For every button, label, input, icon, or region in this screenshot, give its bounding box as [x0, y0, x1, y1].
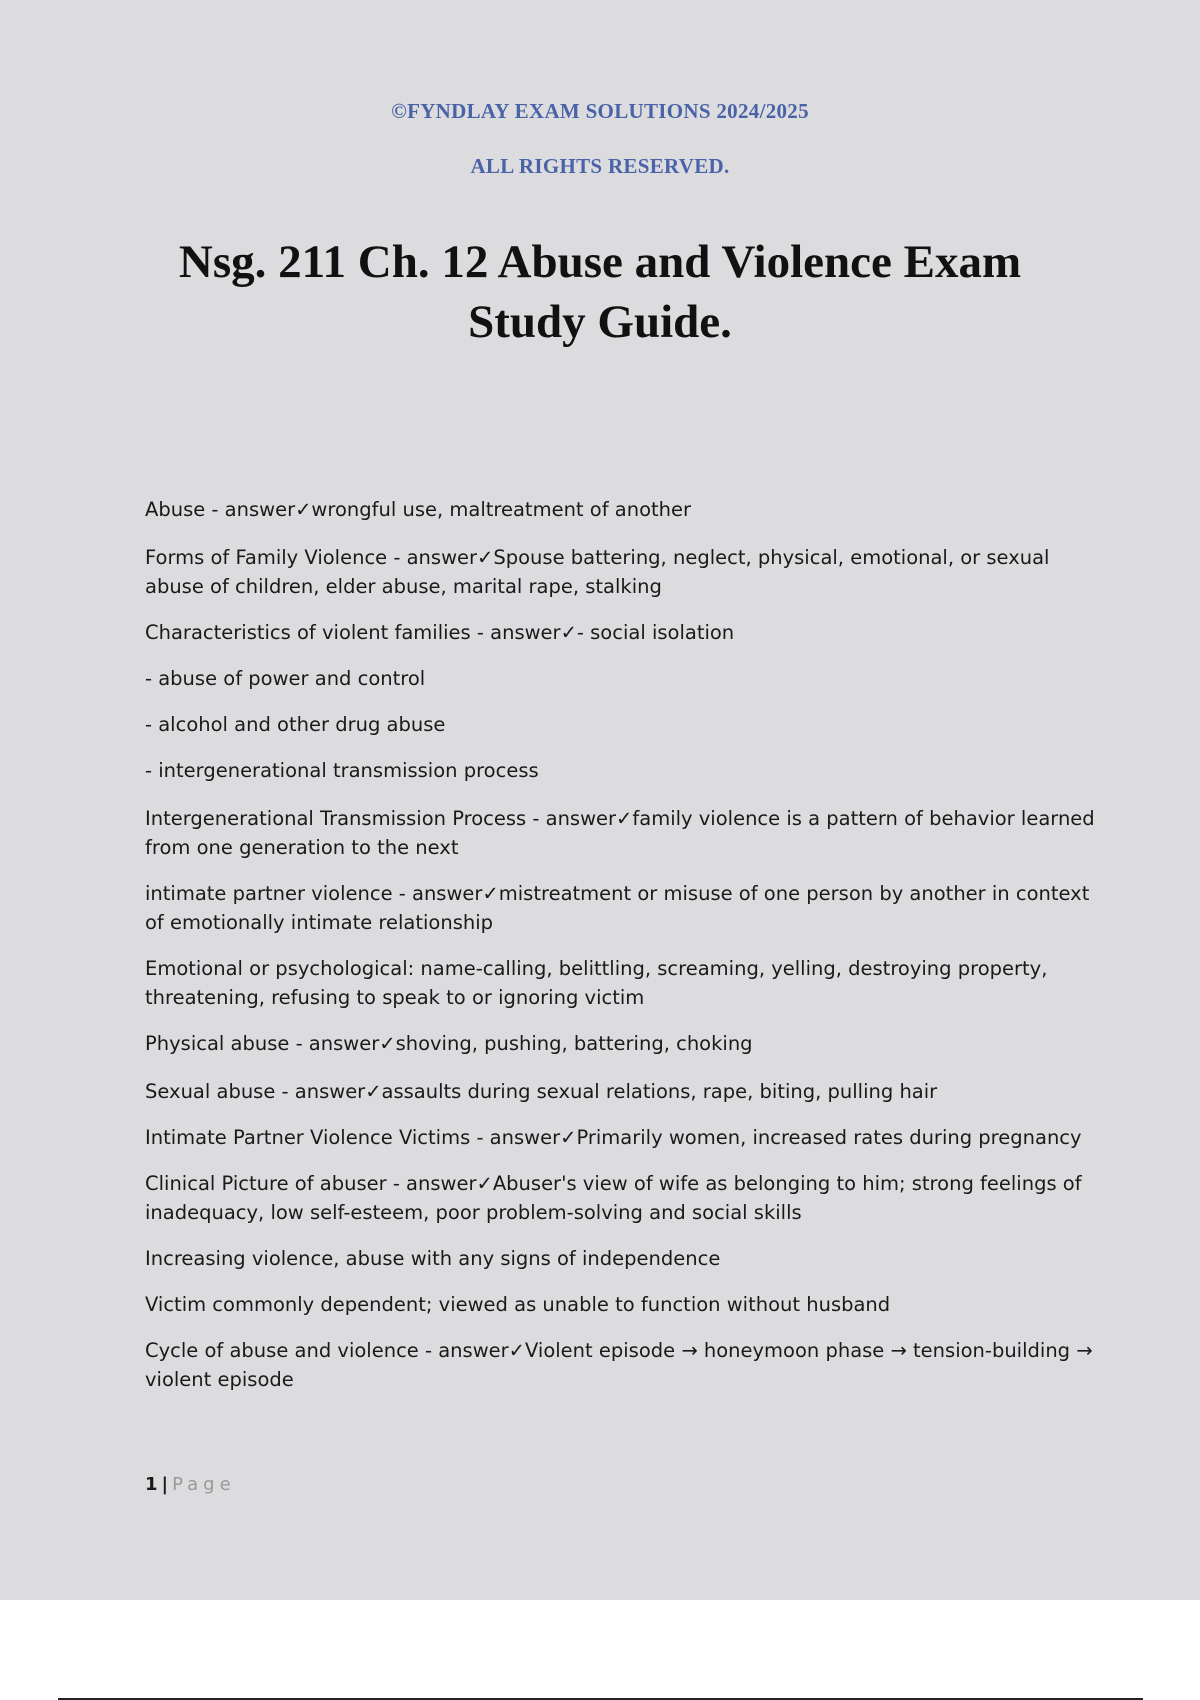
paragraph-forms-of-family-violence: Forms of Family Violence - answer✓Spouse battering, neglect, physical, emotional, or sexual abuse of children, elder abuse, marital rape, stalking	[145, 546, 1050, 598]
rights-header: ALL RIGHTS RESERVED.	[470, 154, 730, 178]
document-title	[100, 232, 1100, 352]
list-item-intergenerational: - intergenerational transmission process	[145, 759, 539, 782]
paragraph-increasing-violence: Increasing violence, abuse with any signs of independence	[145, 1247, 721, 1270]
paragraph-physical-abuse: Physical abuse - answer✓shoving, pushing, battering, choking	[145, 1032, 753, 1055]
paragraph-sexual-abuse: Sexual abuse - answer✓assaults during sexual relations, rape, biting, pulling hair	[145, 1080, 938, 1103]
page-number: 1	[145, 1474, 158, 1495]
footer-separator: |	[161, 1474, 169, 1495]
paragraph-emotional-abuse: Emotional or psychological: name-calling, belittling, screaming, yelling, destroying property, threatening, refusing to speak to or ignoring victim	[145, 957, 1048, 1009]
paragraph-intimate-partner-violence: intimate partner violence - answer✓mistreatment or misuse of one person by another in context of emotionally intimate relationship	[145, 882, 1090, 934]
study-guide-content	[145, 495, 1095, 1394]
paragraph-characteristics: Characteristics of violent families - answer✓- social isolation	[145, 621, 735, 644]
title-line-1: Nsg. 211 Ch. 12 Abuse and Violence Exam	[178, 236, 1022, 288]
paragraph-cycle-of-abuse: Cycle of abuse and violence - answer✓Violent episode → honeymoon phase → tension-building → violent episode	[145, 1339, 1093, 1391]
paragraph-abuse: Abuse - answer✓wrongful use, maltreatment of another	[145, 498, 692, 521]
copyright-header: ©FYNDLAY EXAM SOLUTIONS 2024/2025	[391, 99, 809, 123]
list-item-alcohol-drug: - alcohol and other drug abuse	[145, 713, 446, 736]
paragraph-victim-dependent: Victim commonly dependent; viewed as unable to function without husband	[145, 1293, 891, 1316]
page-label: Page	[172, 1474, 236, 1495]
paragraph-ipv-victims: Intimate Partner Violence Victims - answer✓Primarily women, increased rates during pregnancy	[145, 1126, 1082, 1149]
title-line-2: Study Guide.	[468, 296, 732, 348]
list-item-power-control: - abuse of power and control	[145, 667, 426, 690]
paragraph-intergenerational-process: Intergenerational Transmission Process - answer✓family violence is a pattern of behavior learned from one generation to the next	[145, 807, 1095, 859]
paragraph-clinical-picture: Clinical Picture of abuser - answer✓Abuser's view of wife as belonging to him; strong feelings of inadequacy, low self-esteem, poor problem-solving and social skills	[145, 1172, 1082, 1224]
page-footer	[145, 1474, 236, 1495]
